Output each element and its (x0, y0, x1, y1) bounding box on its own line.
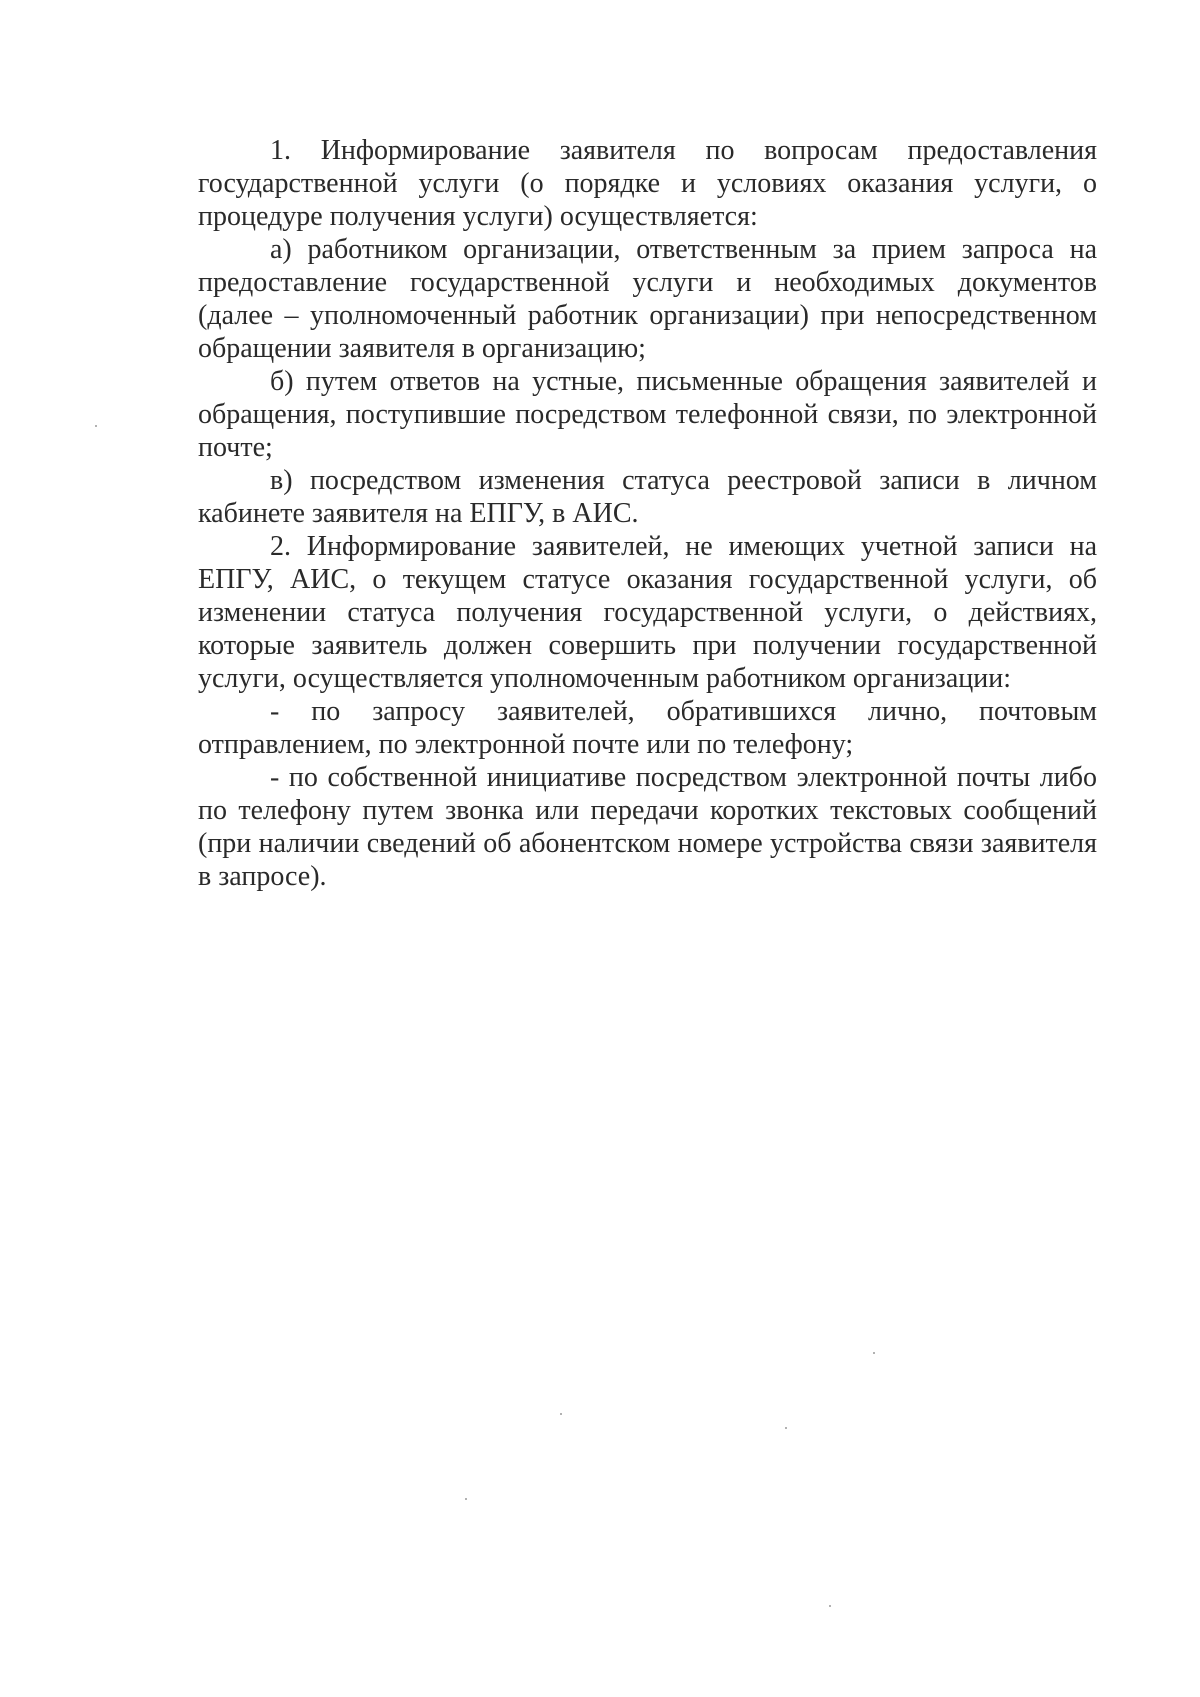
paragraph-1-item-v: в) посредством изменения статуса реестровой записи в личном кабинете заявителя на ЕПГУ, в АИС. (198, 465, 1097, 529)
paragraph-1-item-a: а) работником организации, ответственным за прием запроса на предоставление государственной услуги и необходимых документов (далее – уполномоченный работник организации) при непосредственном обращении заявителя в организацию; (198, 234, 1097, 364)
scan-speck (560, 1413, 562, 1415)
scan-speck (465, 1498, 467, 1500)
paragraph-1-item-b: б) путем ответов на устные, письменные обращения заявителей и обращения, поступившие посредством телефонной связи, по электронной почте; (198, 366, 1097, 463)
scan-speck (829, 1605, 831, 1607)
paragraph-1-intro: 1. Информирование заявителя по вопросам предоставления государственной услуги (о порядке и условиях оказания услуги, о процедуре получения услуги) осуществляется: (198, 135, 1097, 232)
scan-speck (95, 425, 97, 427)
document-body (198, 134, 1097, 893)
scan-speck (873, 1352, 875, 1354)
paragraph-2-intro: 2. Информирование заявителей, не имеющих учетной записи на ЕПГУ, АИС, о текущем статусе оказания государственной услуги, об изменении статуса получения государственной услуги, о действиях, которые заявитель должен совершить при получении государственной услуги, осуществляется уполномоченным работником организации: (198, 531, 1097, 694)
scan-speck (785, 1427, 787, 1429)
paragraph-2-item-initiative: - по собственной инициативе посредством электронной почты либо по телефону путем звонка или передачи коротких текстовых сообщений (при наличии сведений об абонентском номере устройства связи заявителя в запросе). (198, 762, 1097, 892)
paragraph-2-item-request: - по запросу заявителей, обратившихся лично, почтовым отправлением, по электронной почте или по телефону; (198, 696, 1097, 760)
